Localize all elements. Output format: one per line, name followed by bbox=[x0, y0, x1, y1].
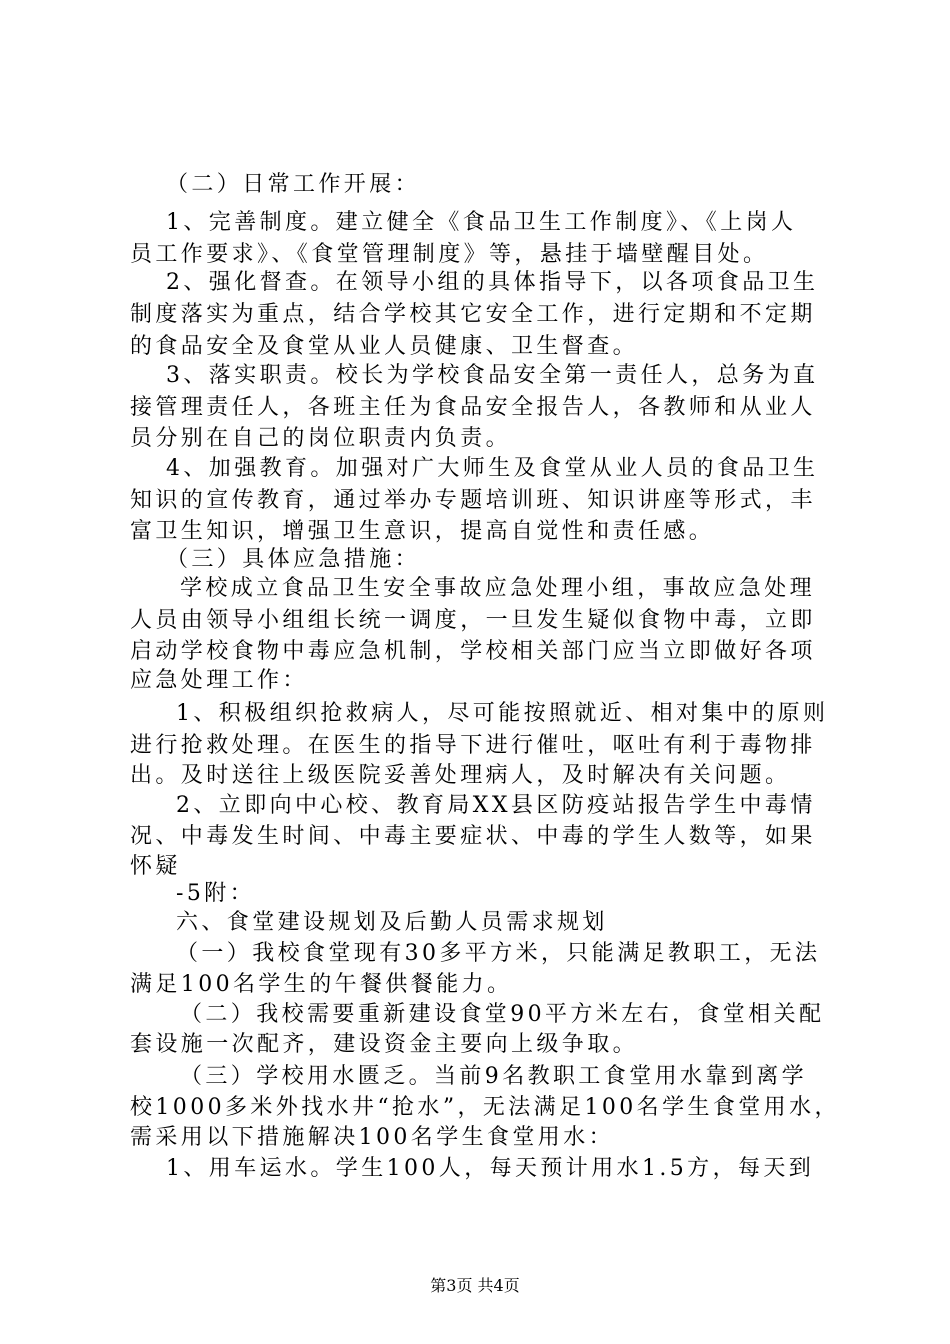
text-line: （三）具体应急措施： bbox=[166, 547, 421, 572]
text-line: 应急处理工作： bbox=[130, 668, 308, 693]
text-line: 满足100名学生的午餐供餐能力。 bbox=[130, 972, 513, 997]
text-line: 2、立即向中心校、教育局XX县区防疫站报告学生中毒情 bbox=[176, 793, 816, 818]
text-line: 3、落实职责。校长为学校食品安全第一责任人，总务为直 bbox=[166, 363, 819, 388]
text-line: 制度落实为重点，结合学校其它安全工作，进行定期和不定期 bbox=[130, 302, 816, 327]
text-line: 人员由领导小组组长统一调度，一旦发生疑似食物中毒，立即 bbox=[130, 608, 816, 633]
text-line: 学校成立食品卫生安全事故应急处理小组，事故应急处理 bbox=[180, 576, 816, 601]
text-line: 的食品安全及食堂从业人员健康、卫生督查。 bbox=[130, 334, 639, 359]
text-line: 况、中毒发生时间、中毒主要症状、中毒的学生人数等，如果 bbox=[130, 824, 816, 849]
text-line: -5附： bbox=[176, 881, 256, 906]
text-line: 1、用车运水。学生100人，每天预计用水1.5方，每天到 bbox=[166, 1156, 815, 1181]
text-line: 启动学校食物中毒应急机制，学校相关部门应当立即做好各项 bbox=[130, 639, 816, 664]
text-line: 员工作要求》、《食堂管理制度》等，悬挂于墙壁醒目处。 bbox=[130, 242, 769, 267]
text-line: （二）日常工作开展： bbox=[166, 172, 421, 197]
text-line: 套设施一次配齐，建设资金主要向上级争取。 bbox=[130, 1032, 639, 1057]
text-line: 需采用以下措施解决100名学生食堂用水： bbox=[130, 1125, 614, 1150]
text-line: 校1000多米外找水井“抢水”，无法满足100名学生食堂用水， bbox=[130, 1095, 840, 1120]
text-line: 接管理责任人，各班主任为食品安全报告人，各教师和从业人 bbox=[130, 395, 816, 420]
text-line: 1、积极组织抢救病人，尽可能按照就近、相对集中的原则 bbox=[176, 701, 829, 726]
text-line: 怀疑 bbox=[130, 854, 181, 879]
text-line: 知识的宣传教育，通过举办专题培训班、知识讲座等形式，丰 bbox=[130, 488, 816, 513]
text-line: 4、加强教育。加强对广大师生及食堂从业人员的食品卫生 bbox=[166, 456, 819, 481]
text-line: 富卫生知识，增强卫生意识，提高自觉性和责任感。 bbox=[130, 519, 715, 544]
text-line: （二）我校需要重新建设食堂90平方米左右，食堂相关配 bbox=[180, 1002, 825, 1027]
text-line: （一）我校食堂现有30多平方米，只能满足教职工，无法 bbox=[176, 941, 821, 966]
text-line: 2、强化督查。在领导小组的具体指导下，以各项食品卫生 bbox=[166, 270, 819, 295]
text-line: 员分别在自己的岗位职责内负责。 bbox=[130, 426, 512, 451]
text-line: 进行抢救处理。在医生的指导下进行催吐，呕吐有利于毒物排 bbox=[130, 733, 816, 758]
text-line: 出。及时送往上级医院妥善处理病人，及时解决有关问题。 bbox=[130, 763, 791, 788]
page-footer: 第3页 共4页 bbox=[430, 1276, 520, 1295]
text-line: 1、完善制度。建立健全《食品卫生工作制度》、《上岗人 bbox=[166, 210, 797, 235]
text-line: 六、食堂建设规划及后勤人员需求规划 bbox=[176, 910, 608, 935]
text-line: （三）学校用水匮乏。当前9名教职工食堂用水靠到离学 bbox=[180, 1064, 807, 1089]
